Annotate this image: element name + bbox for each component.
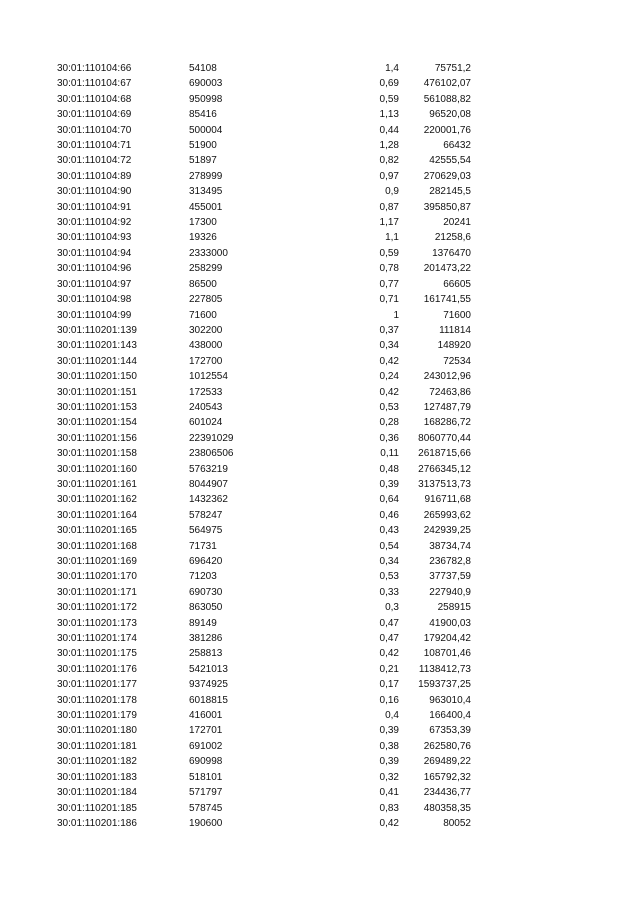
area-value-cell: 71600 [189, 309, 217, 321]
coefficient-cell: 0,34 [379, 340, 399, 352]
table-row [0, 184, 640, 199]
area-value-cell: 313495 [189, 186, 223, 198]
area-value-cell: 9374925 [189, 679, 228, 691]
area-value-cell: 278999 [189, 170, 223, 182]
coefficient-cell: 0,44 [379, 124, 399, 136]
table-row [0, 585, 640, 600]
coefficient-cell: 1,1 [385, 232, 399, 244]
cadastral-number-cell: 30:01:110104:70 [57, 124, 132, 136]
result-value-cell: 148920 [437, 340, 471, 352]
result-value-cell: 1138412,73 [418, 663, 471, 675]
cadastral-number-cell: 30:01:110201:154 [57, 417, 137, 429]
table-row [0, 107, 640, 122]
result-value-cell: 38734,74 [429, 540, 471, 552]
cadastral-number-cell: 30:01:110201:182 [57, 756, 137, 768]
coefficient-cell: 0,78 [379, 263, 399, 275]
area-value-cell: 51900 [189, 140, 217, 152]
coefficient-cell: 0,4 [385, 710, 399, 722]
result-value-cell: 20241 [443, 217, 471, 229]
coefficient-cell: 1,28 [379, 140, 399, 152]
cadastral-number-cell: 30:01:110201:183 [57, 771, 137, 783]
area-value-cell: 85416 [189, 109, 217, 121]
table-row [0, 385, 640, 400]
table-row [0, 739, 640, 754]
area-value-cell: 5421013 [189, 663, 228, 675]
coefficient-cell: 0,36 [379, 432, 399, 444]
result-value-cell: 2766345,12 [418, 463, 471, 475]
area-value-cell: 54108 [189, 63, 217, 74]
table-row [0, 754, 640, 769]
table-row [0, 246, 640, 261]
coefficient-cell: 0,37 [379, 324, 399, 336]
area-value-cell: 691002 [189, 740, 223, 752]
table-row [0, 708, 640, 723]
table-row [0, 92, 640, 107]
coefficient-cell: 0,17 [379, 679, 399, 691]
coefficient-cell: 0,53 [379, 401, 399, 413]
table-row [0, 662, 640, 677]
result-value-cell: 282145,5 [429, 186, 471, 198]
area-value-cell: 518101 [189, 771, 223, 783]
result-value-cell: 66432 [443, 140, 471, 152]
cadastral-number-cell: 30:01:110201:139 [57, 324, 137, 336]
result-value-cell: 8060770,44 [418, 432, 471, 444]
cadastral-number-cell: 30:01:110201:177 [57, 679, 137, 691]
cadastral-number-cell: 30:01:110201:164 [57, 509, 137, 521]
cadastral-number-cell: 30:01:110104:66 [57, 63, 132, 74]
area-value-cell: 51897 [189, 155, 217, 167]
cadastral-number-cell: 30:01:110201:168 [57, 540, 137, 552]
coefficient-cell: 0,39 [379, 756, 399, 768]
area-value-cell: 71731 [189, 540, 217, 552]
coefficient-cell: 0,32 [379, 771, 399, 783]
cadastral-number-cell: 30:01:110201:151 [57, 386, 137, 398]
area-value-cell: 302200 [189, 324, 223, 336]
coefficient-cell: 0,83 [379, 802, 399, 814]
area-value-cell: 1432362 [189, 494, 228, 506]
table-row [0, 801, 640, 816]
area-value-cell: 172700 [189, 355, 223, 367]
area-value-cell: 455001 [189, 201, 223, 213]
area-value-cell: 19326 [189, 232, 217, 244]
coefficient-cell: 0,59 [379, 247, 399, 259]
table-row [0, 338, 640, 353]
cadastral-number-cell: 30:01:110201:161 [57, 478, 137, 490]
area-value-cell: 578745 [189, 802, 223, 814]
cadastral-number-cell: 30:01:110201:150 [57, 371, 137, 383]
result-value-cell: 127487,79 [423, 401, 471, 413]
coefficient-cell: 0,9 [385, 186, 399, 198]
coefficient-cell: 0,3 [385, 602, 399, 614]
coefficient-cell: 0,24 [379, 371, 399, 383]
area-value-cell: 240543 [189, 401, 223, 413]
table-row [0, 554, 640, 569]
table-row [0, 292, 640, 307]
table-row [0, 539, 640, 554]
cadastral-number-cell: 30:01:110201:160 [57, 463, 137, 475]
cadastral-number-cell: 30:01:110201:185 [57, 802, 137, 814]
coefficient-cell: 0,54 [379, 540, 399, 552]
cadastral-number-cell: 30:01:110201:170 [57, 571, 137, 583]
cadastral-number-cell: 30:01:110201:179 [57, 710, 137, 722]
table-row [0, 61, 640, 76]
result-value-cell: 242939,25 [423, 525, 471, 537]
result-value-cell: 165792,32 [423, 771, 471, 783]
coefficient-cell: 0,38 [379, 740, 399, 752]
coefficient-cell: 0,97 [379, 170, 399, 182]
area-value-cell: 690730 [189, 586, 223, 598]
cadastral-number-cell: 30:01:110104:94 [57, 247, 132, 259]
result-value-cell: 258915 [437, 602, 471, 614]
coefficient-cell: 0,42 [379, 817, 399, 829]
table-row [0, 261, 640, 276]
coefficient-cell: 0,28 [379, 417, 399, 429]
table-row [0, 153, 640, 168]
result-value-cell: 3137513,73 [418, 478, 471, 490]
cadastral-number-cell: 30:01:110201:174 [57, 633, 137, 645]
result-value-cell: 234436,77 [423, 787, 471, 799]
area-value-cell: 571797 [189, 787, 223, 799]
area-value-cell: 438000 [189, 340, 223, 352]
table-row [0, 693, 640, 708]
result-value-cell: 168286,72 [423, 417, 471, 429]
result-value-cell: 480358,35 [423, 802, 471, 814]
coefficient-cell: 0,64 [379, 494, 399, 506]
cadastral-number-cell: 30:01:110104:72 [57, 155, 132, 167]
cadastral-number-cell: 30:01:110104:92 [57, 217, 132, 229]
area-value-cell: 8044907 [189, 478, 228, 490]
coefficient-cell: 1,4 [385, 63, 399, 74]
area-value-cell: 416001 [189, 710, 223, 722]
table-row [0, 770, 640, 785]
result-value-cell: 963010,4 [429, 694, 471, 706]
result-value-cell: 262580,76 [423, 740, 471, 752]
coefficient-cell: 1,13 [379, 109, 399, 121]
area-value-cell: 5763219 [189, 463, 228, 475]
coefficient-cell: 0,43 [379, 525, 399, 537]
coefficient-cell: 0,48 [379, 463, 399, 475]
cadastral-number-cell: 30:01:110201:186 [57, 817, 137, 829]
coefficient-cell: 1 [393, 309, 399, 321]
coefficient-cell: 0,69 [379, 78, 399, 90]
coefficient-cell: 0,39 [379, 725, 399, 737]
cadastral-number-cell: 30:01:110201:143 [57, 340, 137, 352]
result-value-cell: 395850,87 [423, 201, 471, 213]
cadastral-number-cell: 30:01:110104:93 [57, 232, 132, 244]
area-value-cell: 22391029 [189, 432, 234, 444]
table-row [0, 123, 640, 138]
coefficient-cell: 0,39 [379, 478, 399, 490]
result-value-cell: 80052 [443, 817, 471, 829]
table-row [0, 215, 640, 230]
result-value-cell: 220001,76 [423, 124, 471, 136]
table-row [0, 677, 640, 692]
cadastral-number-cell: 30:01:110201:178 [57, 694, 137, 706]
coefficient-cell: 0,34 [379, 556, 399, 567]
table-row [0, 446, 640, 461]
result-value-cell: 42555,54 [429, 155, 471, 167]
result-value-cell: 916711,68 [424, 494, 471, 506]
cadastral-number-cell: 30:01:110201:181 [57, 740, 137, 752]
table-row [0, 508, 640, 523]
area-value-cell: 71203 [189, 571, 217, 583]
coefficient-cell: 0,47 [379, 617, 399, 629]
table-row [0, 723, 640, 738]
result-value-cell: 236782,8 [429, 556, 471, 567]
table-row [0, 431, 640, 446]
area-value-cell: 601024 [189, 417, 223, 429]
result-value-cell: 476102,07 [423, 78, 471, 90]
cadastral-number-cell: 30:01:110201:165 [57, 525, 137, 537]
coefficient-cell: 0,11 [380, 448, 399, 460]
area-value-cell: 690998 [189, 756, 223, 768]
coefficient-cell: 0,71 [379, 294, 399, 306]
area-value-cell: 258299 [189, 263, 223, 275]
result-value-cell: 269489,22 [423, 756, 471, 768]
cadastral-number-cell: 30:01:110201:144 [57, 355, 137, 367]
result-value-cell: 67353,39 [429, 725, 471, 737]
coefficient-cell: 0,82 [379, 155, 399, 167]
area-value-cell: 500004 [189, 124, 223, 136]
cadastral-number-cell: 30:01:110104:69 [57, 109, 132, 121]
table-row [0, 492, 640, 507]
table-row [0, 631, 640, 646]
coefficient-cell: 0,21 [379, 663, 399, 675]
result-value-cell: 561088,82 [423, 93, 471, 105]
cadastral-number-cell: 30:01:110104:98 [57, 294, 132, 306]
coefficient-cell: 0,59 [379, 93, 399, 105]
area-value-cell: 190600 [189, 817, 223, 829]
table-row [0, 369, 640, 384]
cadastral-number-cell: 30:01:110201:180 [57, 725, 137, 737]
area-value-cell: 564975 [189, 525, 223, 537]
cadastral-number-cell: 30:01:110104:89 [57, 170, 132, 182]
area-value-cell: 950998 [189, 93, 223, 105]
cadastral-number-cell: 30:01:110201:184 [57, 787, 137, 799]
coefficient-cell: 0,16 [379, 694, 399, 706]
table-row [0, 462, 640, 477]
area-value-cell: 6018815 [189, 694, 228, 706]
data-table [0, 61, 640, 831]
area-value-cell: 690003 [189, 78, 223, 90]
table-row [0, 415, 640, 430]
result-value-cell: 265993,62 [423, 509, 471, 521]
table-row [0, 323, 640, 338]
area-value-cell: 227805 [189, 294, 223, 306]
result-value-cell: 108701,46 [423, 648, 471, 660]
area-value-cell: 2333000 [189, 247, 228, 259]
result-value-cell: 41900,03 [429, 617, 471, 629]
coefficient-cell: 0,46 [379, 509, 399, 521]
coefficient-cell: 0,53 [379, 571, 399, 583]
table-row [0, 76, 640, 91]
area-value-cell: 17300 [189, 217, 217, 229]
table-row [0, 138, 640, 153]
cadastral-number-cell: 30:01:110104:68 [57, 93, 132, 105]
result-value-cell: 111814 [439, 324, 471, 336]
result-value-cell: 37737,59 [429, 571, 471, 583]
cadastral-number-cell: 30:01:110201:173 [57, 617, 137, 629]
cadastral-number-cell: 30:01:110201:158 [57, 448, 137, 460]
cadastral-number-cell: 30:01:110104:99 [57, 309, 132, 321]
cadastral-number-cell: 30:01:110104:90 [57, 186, 132, 198]
area-value-cell: 863050 [189, 602, 223, 614]
area-value-cell: 89149 [189, 617, 217, 629]
area-value-cell: 172701 [189, 725, 223, 737]
coefficient-cell: 0,42 [379, 648, 399, 660]
cadastral-number-cell: 30:01:110201:169 [57, 556, 137, 567]
coefficient-cell: 0,47 [379, 633, 399, 645]
cadastral-number-cell: 30:01:110104:67 [57, 78, 132, 90]
table-row [0, 308, 640, 323]
area-value-cell: 696420 [189, 556, 223, 567]
result-value-cell: 71600 [443, 309, 471, 321]
result-value-cell: 75751,2 [434, 63, 471, 74]
area-value-cell: 23806506 [189, 448, 234, 460]
coefficient-cell: 0,87 [379, 201, 399, 213]
table-row [0, 169, 640, 184]
result-value-cell: 270629,03 [423, 170, 471, 182]
area-value-cell: 258813 [189, 648, 223, 660]
table-row [0, 200, 640, 215]
result-value-cell: 21258,6 [434, 232, 471, 244]
table-row [0, 354, 640, 369]
result-value-cell: 96520,08 [429, 109, 471, 121]
cadastral-number-cell: 30:01:110201:162 [57, 494, 137, 506]
cadastral-number-cell: 30:01:110201:175 [57, 648, 137, 660]
result-value-cell: 1593737,25 [418, 679, 471, 691]
cadastral-number-cell: 30:01:110201:172 [57, 602, 137, 614]
result-value-cell: 66605 [443, 278, 471, 290]
table-row [0, 477, 640, 492]
result-value-cell: 72463,86 [429, 386, 471, 398]
cadastral-number-cell: 30:01:110201:176 [57, 663, 137, 675]
coefficient-cell: 0,42 [379, 386, 399, 398]
table-row [0, 569, 640, 584]
cadastral-number-cell: 30:01:110201:171 [57, 586, 137, 598]
result-value-cell: 72534 [443, 355, 471, 367]
table-row [0, 523, 640, 538]
area-value-cell: 578247 [189, 509, 223, 521]
table-row [0, 400, 640, 415]
table-row [0, 646, 640, 661]
area-value-cell: 1012554 [189, 371, 228, 383]
coefficient-cell: 1,17 [379, 217, 399, 229]
result-value-cell: 166400,4 [429, 710, 471, 722]
table-row [0, 277, 640, 292]
table-row [0, 785, 640, 800]
result-value-cell: 179204,42 [423, 633, 471, 645]
area-value-cell: 172533 [189, 386, 223, 398]
table-row [0, 600, 640, 615]
cadastral-number-cell: 30:01:110104:91 [57, 201, 132, 213]
result-value-cell: 2618715,66 [418, 448, 471, 460]
cadastral-number-cell: 30:01:110104:96 [57, 263, 132, 275]
cadastral-number-cell: 30:01:110104:71 [57, 140, 132, 152]
coefficient-cell: 0,42 [379, 355, 399, 367]
cadastral-number-cell: 30:01:110201:156 [57, 432, 137, 444]
area-value-cell: 381286 [189, 633, 223, 645]
cadastral-number-cell: 30:01:110104:97 [57, 278, 132, 290]
coefficient-cell: 0,41 [379, 787, 399, 799]
result-value-cell: 1376470 [432, 247, 471, 259]
coefficient-cell: 0,77 [379, 278, 399, 290]
table-row [0, 616, 640, 631]
result-value-cell: 227940,9 [429, 586, 471, 598]
cadastral-number-cell: 30:01:110201:153 [57, 401, 137, 413]
result-value-cell: 161741,55 [423, 294, 471, 306]
result-value-cell: 243012,96 [423, 371, 471, 383]
coefficient-cell: 0,33 [379, 586, 399, 598]
table-row [0, 230, 640, 245]
area-value-cell: 86500 [189, 278, 217, 290]
table-row [0, 816, 640, 831]
result-value-cell: 201473,22 [423, 263, 471, 275]
